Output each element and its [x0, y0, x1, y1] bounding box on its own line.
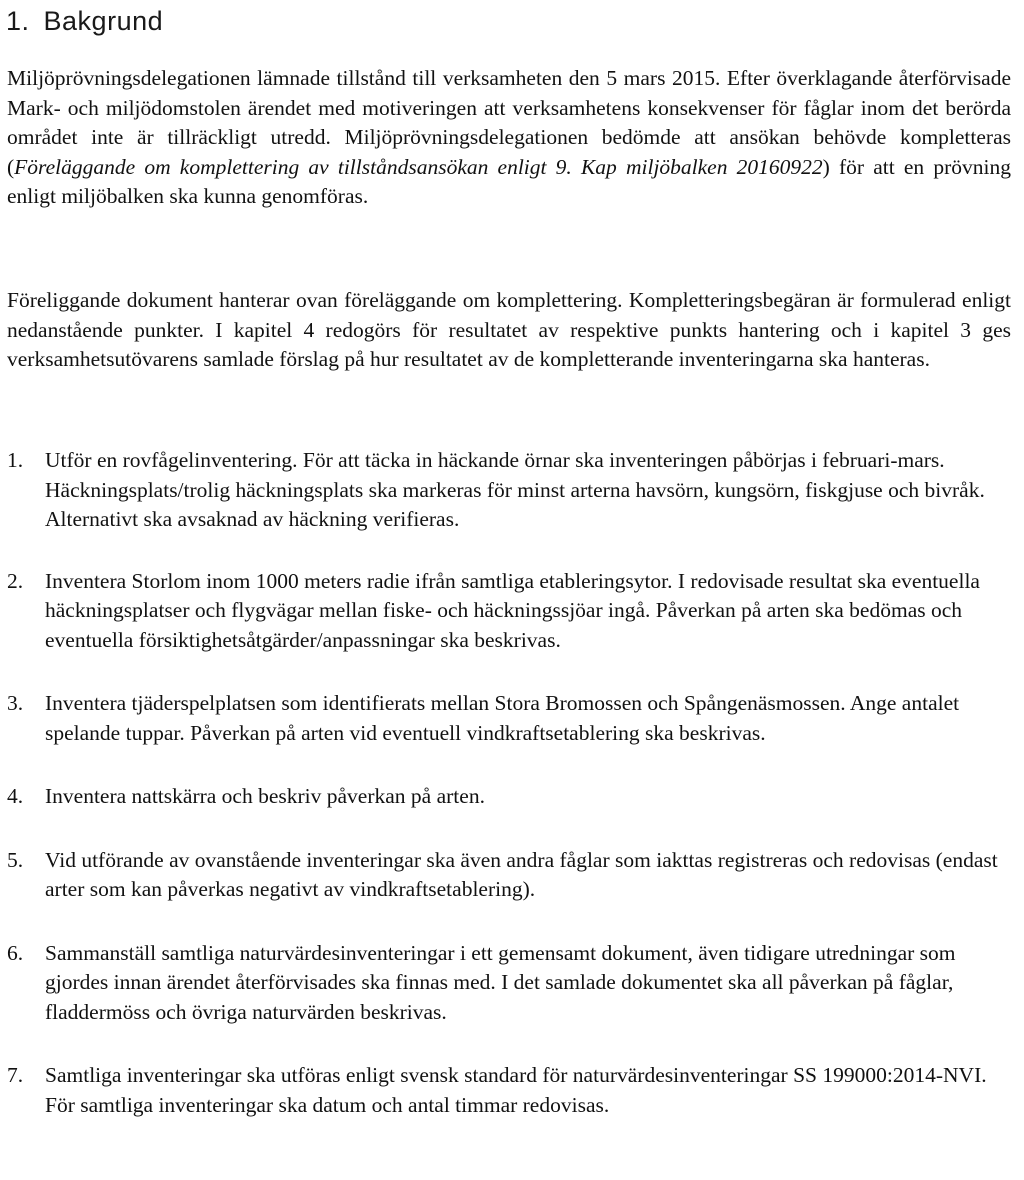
item-text: Utför en rovfågelinventering. För att täcka in häckande örnar ska inventeringen påbörjas i februari-mars. Häckningsplats/trolig häckningsplats ska markeras för minst arterna havsörn, kungsörn, fiskgjuse och bivråk. Alternativt ska avsaknad av häckning verifieras.: [45, 448, 985, 531]
item-text: Inventera nattskärra och beskriv påverkan på arten.: [45, 784, 485, 808]
item-number: 1.: [7, 448, 24, 472]
requirements-list: [7, 446, 1017, 1120]
list-item: [7, 939, 1017, 1028]
item-text: Inventera Storlom inom 1000 meters radie ifrån samtliga etableringsytor. I redovisade resultat ska eventuella häckningsplatser och flygvägar mellan fiske- och häckningssjöar ingå. Påverkan på arten ska bedömas och eventuella försiktighetsåtgärder/anpassningar ska beskrivas.: [45, 568, 980, 652]
item-number: 6.: [7, 940, 24, 965]
item-text: Vid utförande av ovanstående inventeringar ska även andra fåglar som iakttas registreras och redovisas (endast arter som kan påverkas negativt av vindkraftsetablering).: [45, 847, 998, 901]
scope-paragraph: Föreliggande dokument hanterar ovan föreläggande om komplettering. Kompletteringsbegäran är formulerad enligt nedanstående punkter. I kapitel 4 redogörs för resultatet av respektive punkts hantering och i kapitel 3 ges verksamhetsutövarens samlade förslag på hur resultatet av de kompletterande inventeringarna ska hanteras.: [7, 288, 1011, 371]
list-item: [7, 689, 1017, 748]
reference-citation: Föreläggande om komplettering av tillståndsansökan enligt 9. Kap miljöbalken 20160922: [14, 154, 823, 179]
background-paragraph: [7, 64, 1011, 212]
paragraph-text-a: Miljöprövningsdelegationen lämnade tillstånd till verksamheten den 5 mars 2015. Efter överklagande återförvisade Mark- och miljödomstolen ärendet med motiveringen att verksamhetens konsekvenser för fåglar inom det berörda området inte är tillräckligt utredd. Miljöprövningsdelegationen bedömde att ansökan behövde kompletteras (: [7, 66, 1011, 179]
item-text: Inventera tjäderspelplatsen som identifierats mellan Stora Bromossen och Spångenäsmossen. Ange antalet spelande tuppar. Påverkan på arten vid eventuell vindkraftsetablering ska beskrivas.: [45, 691, 960, 745]
list-item: [7, 567, 1017, 656]
list-item: [7, 846, 1017, 905]
item-text: Sammanställ samtliga naturvärdesinventeringar i ett gemensamt dokument, även tidigare utredningar som gjordes innan ärendet återförvisades ska finnas med. I det samlade dokumentet ska all påverkan på fåglar, fladdermöss och övriga naturvärden beskrivas.: [45, 940, 956, 1024]
list-item: [7, 1061, 1017, 1120]
item-number: 4.: [7, 784, 24, 808]
section-number: 1.: [6, 6, 30, 36]
item-number: 3.: [7, 691, 24, 715]
list-item: [7, 782, 1017, 812]
item-number: 5.: [7, 847, 24, 872]
item-text: Samtliga inventeringar ska utföras enligt svensk standard för naturvärdesinventeringar SS 199000:2014-NVI. För samtliga inventeringar ska datum och antal timmar redovisas.: [45, 1063, 987, 1117]
paragraph-text-b: ) för att en prövning enligt miljöbalken ska kunna genomföras.: [7, 154, 1011, 208]
list-item: [7, 446, 1017, 535]
section-title: Bakgrund: [43, 6, 164, 36]
section-heading: [6, 6, 163, 37]
item-number: 7.: [7, 1063, 24, 1087]
item-number: 2.: [7, 568, 24, 593]
